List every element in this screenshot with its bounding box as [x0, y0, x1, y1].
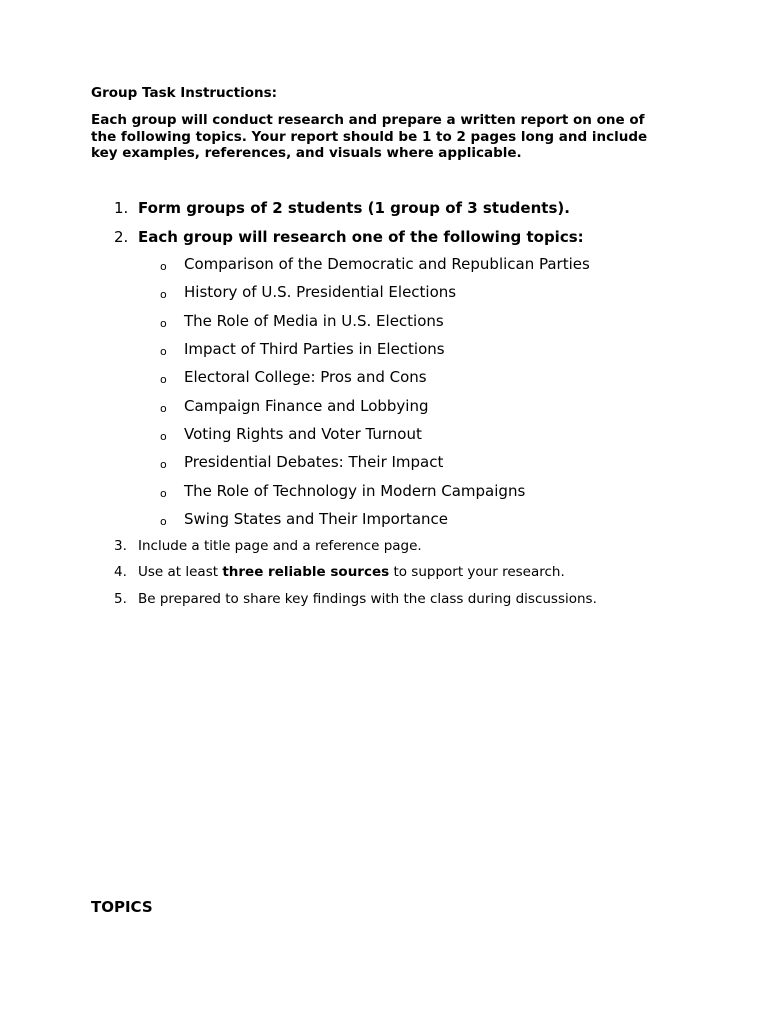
- bullet-icon: o: [160, 260, 167, 273]
- topic-text: Electoral College: Pros and Cons: [184, 368, 427, 386]
- step-text: Include a title page and a reference page.: [138, 538, 422, 554]
- step-text: [138, 563, 565, 581]
- topics-title: TOPICS: [91, 898, 153, 916]
- topic-text: The Role of Media in U.S. Elections: [184, 312, 444, 330]
- bullet-icon: o: [160, 430, 167, 443]
- bullet-icon: o: [160, 515, 167, 528]
- step-text: Form groups of 2 students (1 group of 3 students).: [138, 199, 570, 217]
- intro-line: key examples, references, and visuals where applicable.: [91, 145, 522, 161]
- topic-text: Comparison of the Democratic and Republican Parties: [184, 255, 590, 273]
- step-text: Each group will research one of the following topics:: [138, 228, 584, 246]
- topic-text: Campaign Finance and Lobbying: [184, 397, 429, 415]
- step-text: Be prepared to share key findings with the class during discussions.: [138, 591, 597, 607]
- intro-line: the following topics. Your report should be 1 to 2 pages long and include: [91, 128, 648, 145]
- instructions-heading: Group Task Instructions:: [91, 85, 278, 101]
- bullet-icon: o: [160, 373, 167, 386]
- topic-text: History of U.S. Presidential Elections: [184, 283, 457, 301]
- step-number: 4.: [114, 564, 127, 580]
- bullet-icon: o: [160, 458, 167, 471]
- topic-text: Impact of Third Parties in Elections: [184, 340, 445, 358]
- step-text-emphasis: three reliable sources: [222, 564, 390, 580]
- step-number: 5.: [114, 591, 127, 607]
- step-number: 3.: [114, 538, 127, 554]
- intro-paragraph: [91, 112, 691, 162]
- step-number: 1.: [114, 199, 129, 217]
- bullet-icon: o: [160, 487, 167, 500]
- bullet-icon: o: [160, 402, 167, 415]
- intro-line: Each group will conduct research and prepare a written report on one of: [91, 112, 645, 128]
- topic-text: The Role of Technology in Modern Campaigns: [184, 482, 526, 500]
- step-number: 2.: [114, 228, 129, 246]
- topic-text: Swing States and Their Importance: [184, 510, 448, 528]
- topic-text: Voting Rights and Voter Turnout: [184, 425, 422, 443]
- bullet-icon: o: [160, 317, 167, 330]
- topic-text: Presidential Debates: Their Impact: [184, 453, 444, 471]
- step-text-before: Use at least: [138, 564, 223, 580]
- bullet-icon: o: [160, 345, 167, 358]
- bullet-icon: o: [160, 288, 167, 301]
- step-text-after: to support your research.: [389, 564, 565, 580]
